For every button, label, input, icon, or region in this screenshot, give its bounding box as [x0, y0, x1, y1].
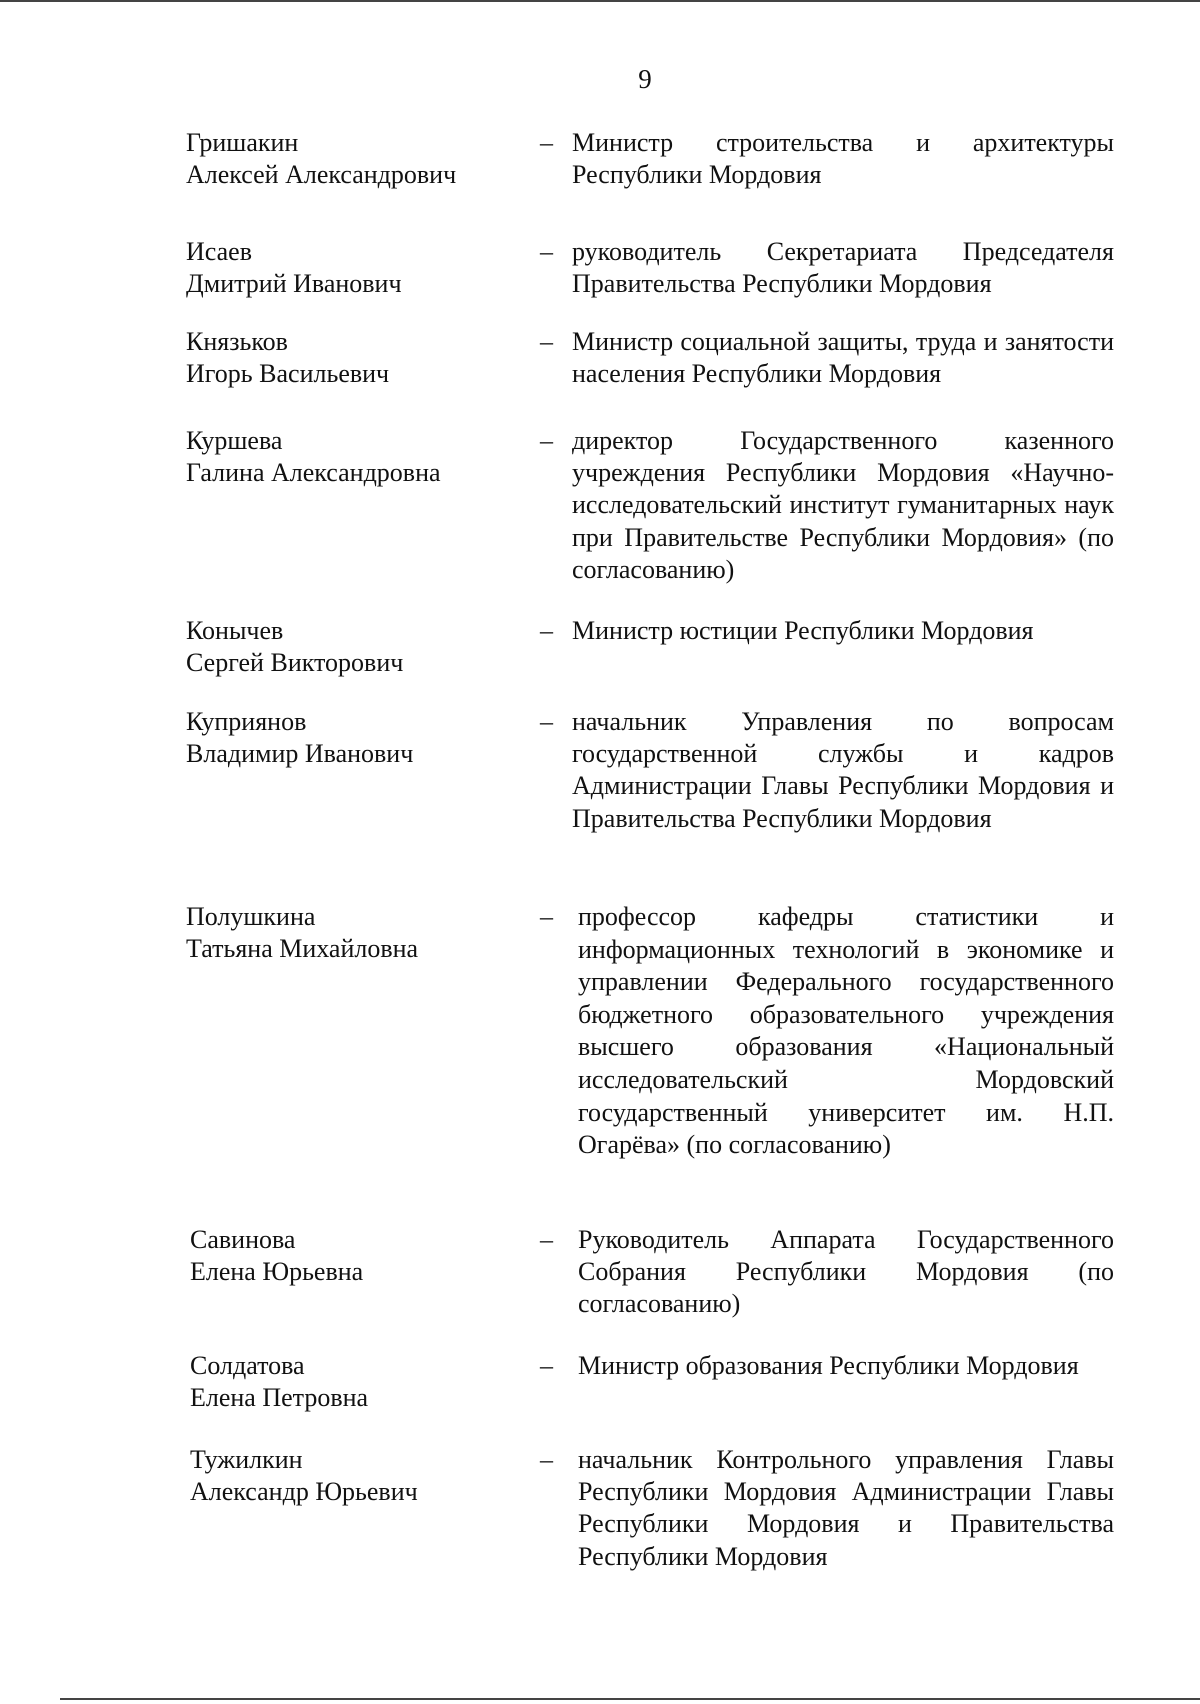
- entry-dash: –: [540, 1445, 553, 1474]
- member-name: [186, 901, 506, 965]
- member-given-names: Владимир Иванович: [186, 739, 414, 768]
- page-number: 9: [638, 64, 652, 94]
- member-given-names: Татьяна Михайловна: [186, 934, 419, 963]
- member-name: [186, 615, 506, 679]
- member-surname: Конычев: [186, 616, 284, 645]
- entry-dash: –: [540, 237, 553, 266]
- member-surname: Князьков: [186, 327, 288, 356]
- member-name: [186, 425, 506, 489]
- member-given-names: Елена Юрьевна: [190, 1257, 364, 1286]
- member-surname: Исаев: [186, 237, 252, 266]
- entry-dash: –: [540, 426, 553, 455]
- member-role: начальник Контрольного управления Главы Республики Мордовия Администрации Главы Республики Мордовия и Правительства Республики Мордовия: [578, 1445, 1114, 1571]
- member-given-names: Александр Юрьевич: [190, 1477, 418, 1506]
- member-surname: Савинова: [190, 1225, 296, 1254]
- member-role: начальник Управления по вопросам государственной службы и кадров Администрации Главы Республики Мордовия и Правительства Республики Мордовия: [572, 707, 1114, 833]
- member-given-names: Галина Александровна: [186, 458, 441, 487]
- member-role: директор Государственного казенного учреждения Республики Мордовия «Научно-исследовательский институт гуманитарных наук при Правительстве Республики Мордовия» (по согласованию): [572, 426, 1114, 584]
- member-given-names: Елена Петровна: [190, 1383, 369, 1412]
- member-surname: Куприянов: [186, 707, 307, 736]
- member-name: [186, 127, 506, 191]
- entry-dash: –: [540, 1351, 553, 1380]
- member-role: руководитель Секретариата Председателя Правительства Республики Мордовия: [572, 237, 1114, 299]
- member-given-names: Алексей Александрович: [186, 160, 457, 189]
- member-name: [186, 326, 506, 390]
- member-role: Руководитель Аппарата Государственного Собрания Республики Мордовия (по согласованию): [578, 1225, 1114, 1319]
- bottom-edge-line: [60, 1698, 1200, 1700]
- member-surname: Куршева: [186, 426, 283, 455]
- member-role: Министр юстиции Республики Мордовия: [572, 616, 1034, 645]
- entry-dash: –: [540, 902, 553, 931]
- member-role: Министр строительства и архитектуры Республики Мордовия: [572, 128, 1114, 190]
- member-role: профессор кафедры статистики и информационных технологий в экономике и управлении Федерального государственного бюджетного образовательного учреждения высшего образования «Национальный исследовательский Мордовский государственный университет им. Н.П. Огарёва» (по согласованию): [578, 902, 1114, 1160]
- member-surname: Тужилкин: [190, 1445, 303, 1474]
- member-given-names: Дмитрий Иванович: [186, 269, 402, 298]
- member-role: Министр социальной защиты, труда и занятости населения Республики Мордовия: [572, 327, 1114, 389]
- member-name: [186, 706, 506, 770]
- entry-dash: –: [540, 616, 553, 645]
- entry-dash: –: [540, 128, 553, 157]
- member-surname: Полушкина: [186, 902, 316, 931]
- entry-dash: –: [540, 327, 553, 356]
- entry-dash: –: [540, 1225, 553, 1254]
- top-edge-line: [0, 0, 1200, 2]
- member-name: [190, 1350, 510, 1414]
- entry-dash: –: [540, 707, 553, 736]
- member-role: Министр образования Республики Мордовия: [578, 1351, 1079, 1380]
- member-name: [190, 1224, 510, 1288]
- member-given-names: Сергей Викторович: [186, 648, 404, 677]
- member-surname: Гришакин: [186, 128, 299, 157]
- member-surname: Солдатова: [190, 1351, 305, 1380]
- member-name: [190, 1444, 510, 1508]
- member-given-names: Игорь Васильевич: [186, 359, 390, 388]
- member-name: [186, 236, 506, 300]
